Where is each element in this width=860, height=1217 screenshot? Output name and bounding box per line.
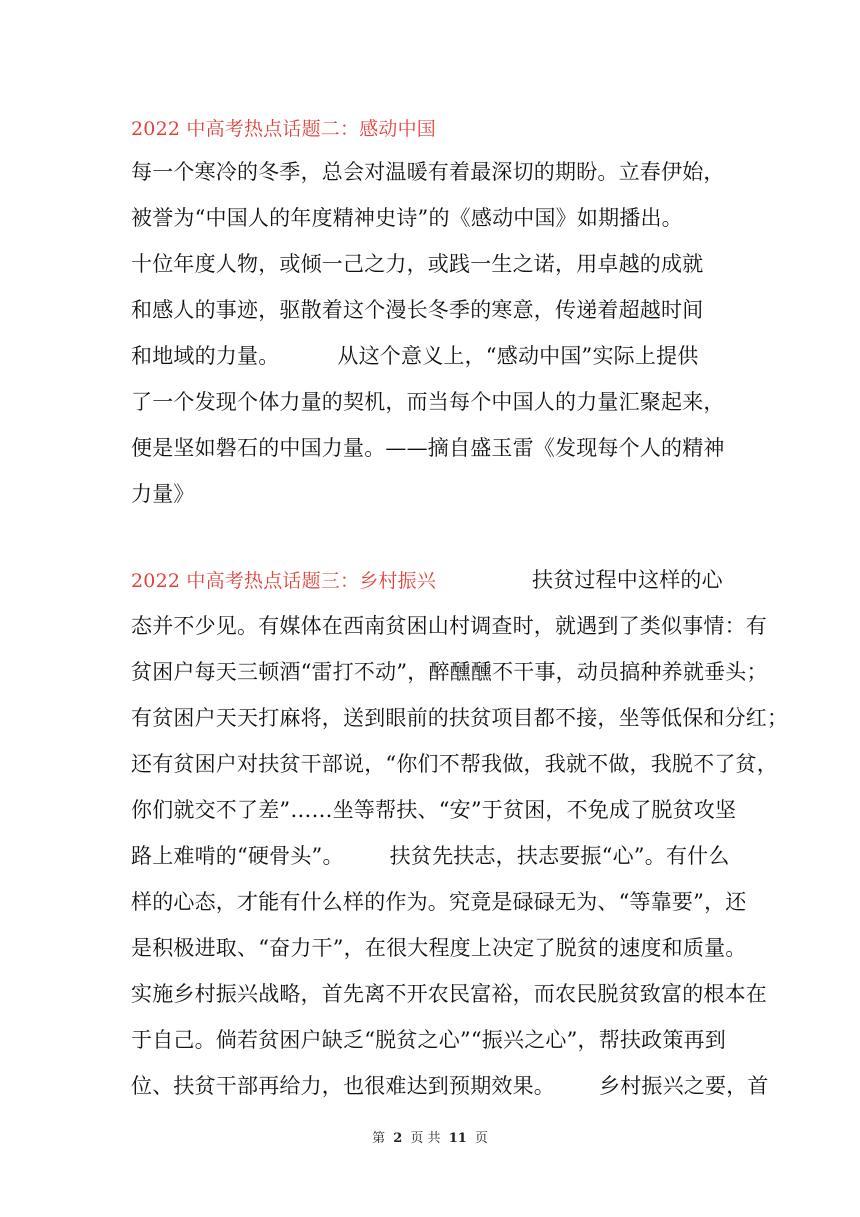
paragraph-line: 力量》 <box>131 482 195 506</box>
paragraph-line: 贫困户每天三顿酒“雷打不动”，醉醺醺不干事，动员搞种养就垂头； <box>131 660 768 684</box>
page-number: 2 <box>393 1131 403 1146</box>
paragraph-line: 十位年度人物，或倾一己之力，或践一生之诺，用卓越的成就 <box>131 252 704 276</box>
footer-prefix: 第 <box>372 1131 386 1146</box>
paragraph-segment: 扶贫过程中这样的心 <box>532 568 723 592</box>
paragraph-segment: 和地域的力量。 <box>131 344 280 368</box>
paragraph-line: 于自己。倘若贫困户缺乏“脱贫之心”“振兴之心”，帮扶政策再到 <box>131 1028 726 1052</box>
paragraph-line: 和感人的事迹，驱散着这个漫长冬季的寒意，传递着超越时间 <box>131 298 704 322</box>
paragraph-line: 样的心态，才能有什么样的作为。究竟是碌碌无为、“等靠要”，还 <box>131 890 747 914</box>
paragraph-line <box>131 341 731 371</box>
paragraph-line: 态并不少见。有媒体在西南贫困山村调查时，就遇到了类似事情：有 <box>131 614 767 638</box>
paragraph-segment: 乡村振兴之要，首 <box>599 1074 769 1098</box>
paragraph-line: 是积极进取、“奋力干”，在很大程度上决定了脱贫的速度和质量。 <box>131 936 747 960</box>
paragraph-line: 被誉为“中国人的年度精神史诗”的《感动中国》如期播出。 <box>131 206 683 230</box>
paragraph-line <box>131 841 731 871</box>
paragraph-line <box>131 565 731 596</box>
paragraph-segment: 扶贫先扶志，扶志要振“心”。有什么 <box>389 844 730 868</box>
paragraph-line: 了一个发现个体力量的契机，而当每个中国人的力量汇聚起来， <box>131 390 725 414</box>
paragraph-segment: 从这个意义上，“感动中国”实际上提供 <box>337 344 699 368</box>
paragraph-line: 每一个寒冷的冬季，总会对温暖有着最深切的期盼。立春伊始， <box>131 160 725 184</box>
paragraph-line: 便是坚如磐石的中国力量。——摘自盛玉雷《发现每个人的精神 <box>131 436 725 460</box>
paragraph-segment: 路上难啃的“硬骨头”。 <box>131 844 344 868</box>
footer-suffix: 页 <box>474 1131 488 1146</box>
footer-middle: 页 共 <box>410 1131 441 1146</box>
paragraph-segment: 位、扶贫干部再给力，也很难达到预期效果。 <box>131 1074 555 1098</box>
paragraph-line: 实施乡村振兴战略，首先离不开农民富裕，而农民脱贫致富的根本在 <box>131 982 767 1006</box>
paragraph-line: 还有贫困户对扶贫干部说，“你们不帮我做，我就不做，我脱不了贫， <box>131 752 778 776</box>
page-total: 11 <box>448 1131 467 1146</box>
paragraph-line: 你们就交不了差”……坐等帮扶、“安”于贫困，不免成了脱贫攻坚 <box>131 798 737 822</box>
paragraph-line <box>131 1071 769 1101</box>
page-footer <box>0 1127 860 1146</box>
section-heading: 2022 中高考热点话题二：感动中国 <box>131 118 436 140</box>
paragraph-line: 有贫困户天天打麻将，送到眼前的扶贫项目都不接，坐等低保和分红； <box>131 706 789 730</box>
section-heading: 2022 中高考热点话题三：乡村振兴 <box>131 570 436 592</box>
